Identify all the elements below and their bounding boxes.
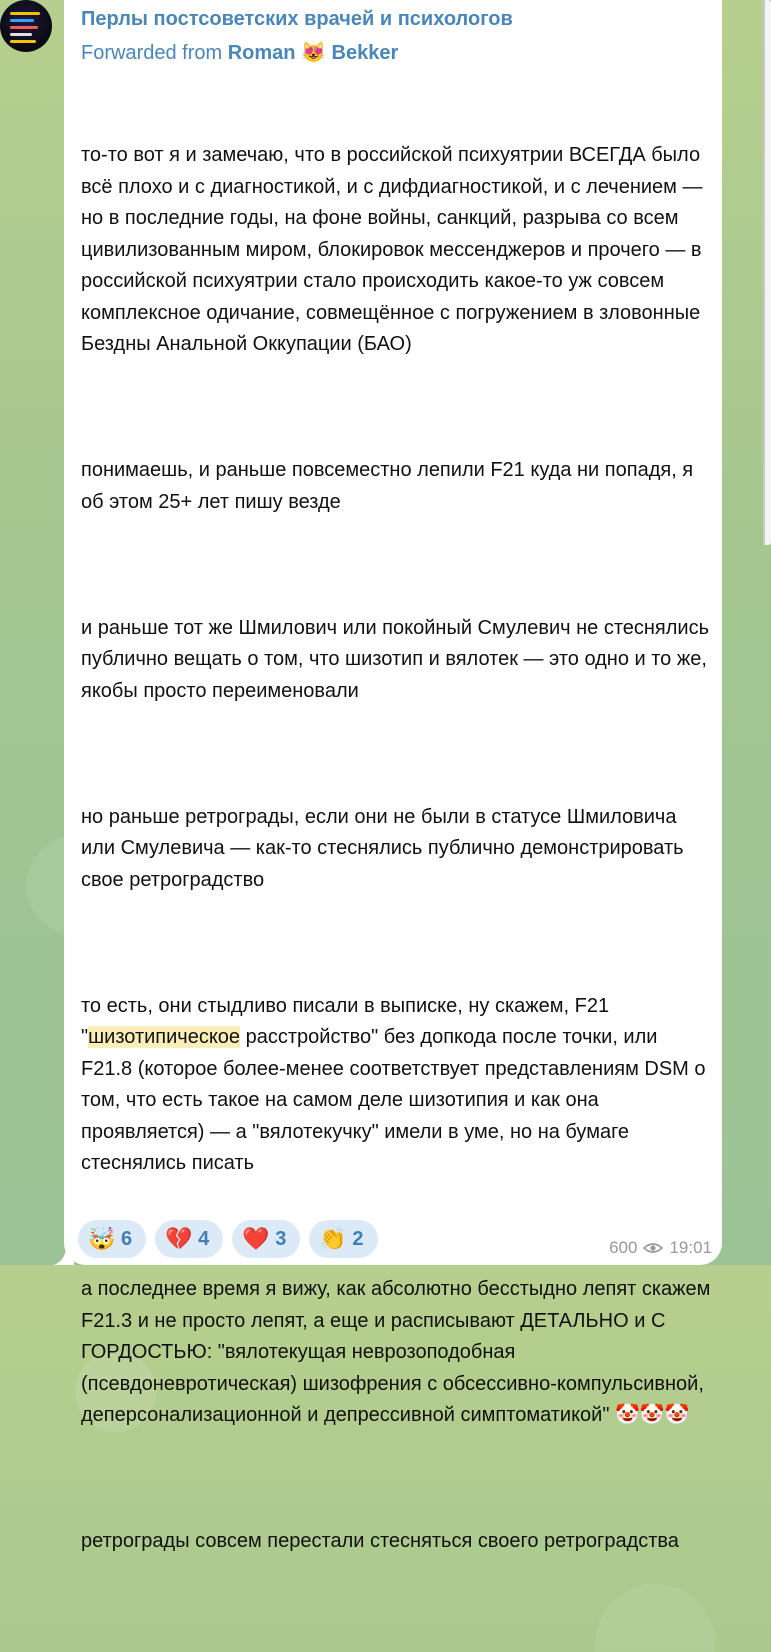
p5-text-after: расстройство" без допкода после точки, или F21.8 (которое более-менее соответствует представлениям DSM о том, что есть такое на самом деле шизотипия и как она проявляется) — а "вялотекучку" имели в уме, но на бумаге стеснялись писать: [81, 1026, 712, 1174]
forwarded-author-last: Bekker: [331, 42, 399, 64]
message-paragraph: но раньше ретрограды, если они не были в статусе Шмиловича или Смулевича — как-то стеснялись публично демонстрировать свое ретроградство: [81, 805, 690, 891]
highlighted-term: шизотипическое: [88, 1026, 241, 1048]
reaction-count: 2: [352, 1227, 364, 1250]
message-time: 19:01: [669, 1238, 712, 1257]
heart-icon: ❤️: [242, 1226, 270, 1251]
reaction-count: 3: [275, 1227, 287, 1250]
message-bubble: [64, 0, 722, 1552]
channel-name[interactable]: Перлы постсоветских врачей и психологов: [81, 8, 513, 30]
exploding-head-icon: 🤯: [88, 1226, 116, 1251]
channel-avatar[interactable]: [0, 0, 52, 52]
message-text: [81, 77, 716, 1652]
p5-text-before: то есть, они стыдливо писали в выписке, ну скажем, F21 ": [81, 994, 615, 1048]
reaction-exploding-head[interactable]: [78, 1220, 146, 1258]
message-paragraph: [81, 991, 713, 1180]
message-meta: [609, 1238, 712, 1258]
reaction-count: 4: [198, 1227, 210, 1250]
eye-icon: [643, 1242, 663, 1254]
message-paragraph: ретрограды совсем перестали стесняться своего ретроградства: [81, 1530, 679, 1552]
reactions-bar: [78, 1220, 378, 1258]
forwarded-author-emoji: 😻: [301, 42, 326, 64]
bubble-tail: [54, 1246, 74, 1265]
message-paragraph: и раньше тот же Шмилович или покойный Смулевич не стеснялись публично вещать о том, что шизотип и вялотек — это одно и то же, якобы просто переименовали: [81, 616, 715, 702]
broken-heart-icon: 💔: [165, 1226, 193, 1251]
message-paragraph: а последнее время я вижу, как абсолютно бесстыдно лепят скажем F21.3 и не просто лепят, а еще и расписывают ДЕТАЛЬНО и С ГОРДОСТЬЮ: "вялотекущая неврозоподобная (псевдоневротическая) шизофрения с обсессивно-компульсивной, деперсонализационной и депрессивной симптоматикой" 🤡🤡🤡: [81, 1278, 716, 1426]
reaction-heart[interactable]: [232, 1220, 300, 1258]
message-paragraph: то-то вот я и замечаю, что в российской психуятрии ВСЕГДА было всё плохо и с диагностикой, и с дифдиагностикой, и с лечением — но в последние годы, на фоне войны, санкций, разрыва со всем цивилизованным миром, блокировок мессенджеров и прочего — в российской психуятрии стало происходить какое-то уж совсем комплексное одичание, совмещённое с погружением в зловонные Бездны Анальной Оккупации (БАО): [81, 144, 709, 355]
view-count: 600: [609, 1238, 638, 1257]
avatar-art: [10, 12, 40, 15]
scrollbar[interactable]: [763, 0, 771, 545]
message-paragraph: понимаешь, и раньше повсеместно лепили F21 куда ни попадя, я об этом 25+ лет пишу везде: [81, 459, 699, 513]
reaction-count: 6: [121, 1227, 133, 1250]
reaction-broken-heart[interactable]: [155, 1220, 223, 1258]
forwarded-from[interactable]: [81, 40, 398, 65]
reaction-clap[interactable]: [309, 1220, 377, 1258]
clap-icon: 👏: [319, 1226, 347, 1251]
forwarded-prefix: Forwarded from: [81, 42, 223, 64]
forwarded-author-first: Roman: [227, 42, 296, 64]
